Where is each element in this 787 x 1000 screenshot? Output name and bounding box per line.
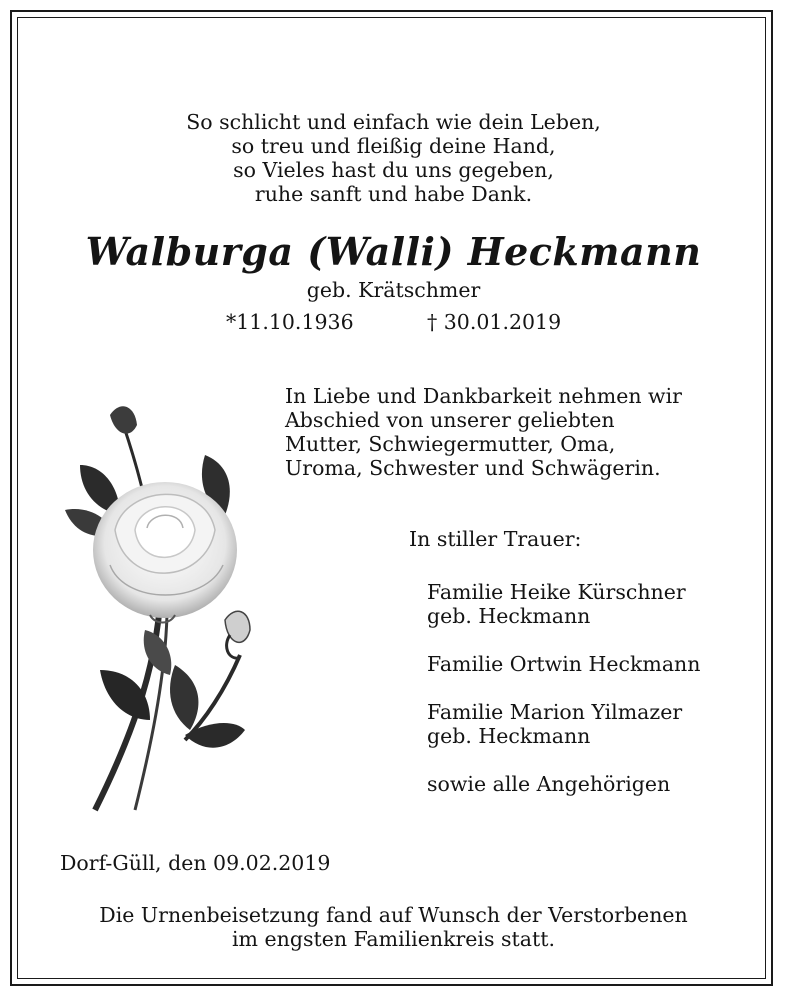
poem-line: So schlicht und einfach wie dein Leben, xyxy=(186,110,601,134)
death-date: † 30.01.2019 xyxy=(427,310,562,334)
deceased-name: Walburga (Walli) Heckmann xyxy=(85,229,702,274)
maiden-name: geb. Krätschmer xyxy=(306,278,481,302)
farewell-line: Mutter, Schwiegermutter, Oma, xyxy=(285,432,616,456)
burial-note-line: im engsten Familienkreis statt. xyxy=(232,927,555,951)
family-line: Familie Heike Kürschner xyxy=(427,580,686,604)
poem-line: so treu und fleißig deine Hand, xyxy=(231,134,556,158)
farewell-line: In Liebe und Dankbarkeit nehmen wir xyxy=(285,384,682,408)
mourners-heading: In stiller Trauer: xyxy=(409,527,582,551)
poem-line: so Vieles hast du uns gegeben, xyxy=(233,158,554,182)
farewell-line: Abschied von unserer geliebten xyxy=(285,408,615,432)
family-line: sowie alle Angehörigen xyxy=(427,772,671,796)
family-line: geb. Heckmann xyxy=(427,724,591,748)
poem-line: ruhe sanft und habe Dank. xyxy=(254,182,533,206)
family-line: Familie Marion Yilmazer xyxy=(427,700,683,724)
rose-icon xyxy=(55,390,270,820)
farewell-line: Uroma, Schwester und Schwägerin. xyxy=(285,456,661,480)
family-line: Familie Ortwin Heckmann xyxy=(427,652,701,676)
place-date: Dorf-Güll, den 09.02.2019 xyxy=(60,851,331,875)
birth-date: *11.10.1936 xyxy=(226,310,354,334)
family-line: geb. Heckmann xyxy=(427,604,591,628)
burial-note-line: Die Urnenbeisetzung fand auf Wunsch der Verstorbenen xyxy=(99,903,688,927)
